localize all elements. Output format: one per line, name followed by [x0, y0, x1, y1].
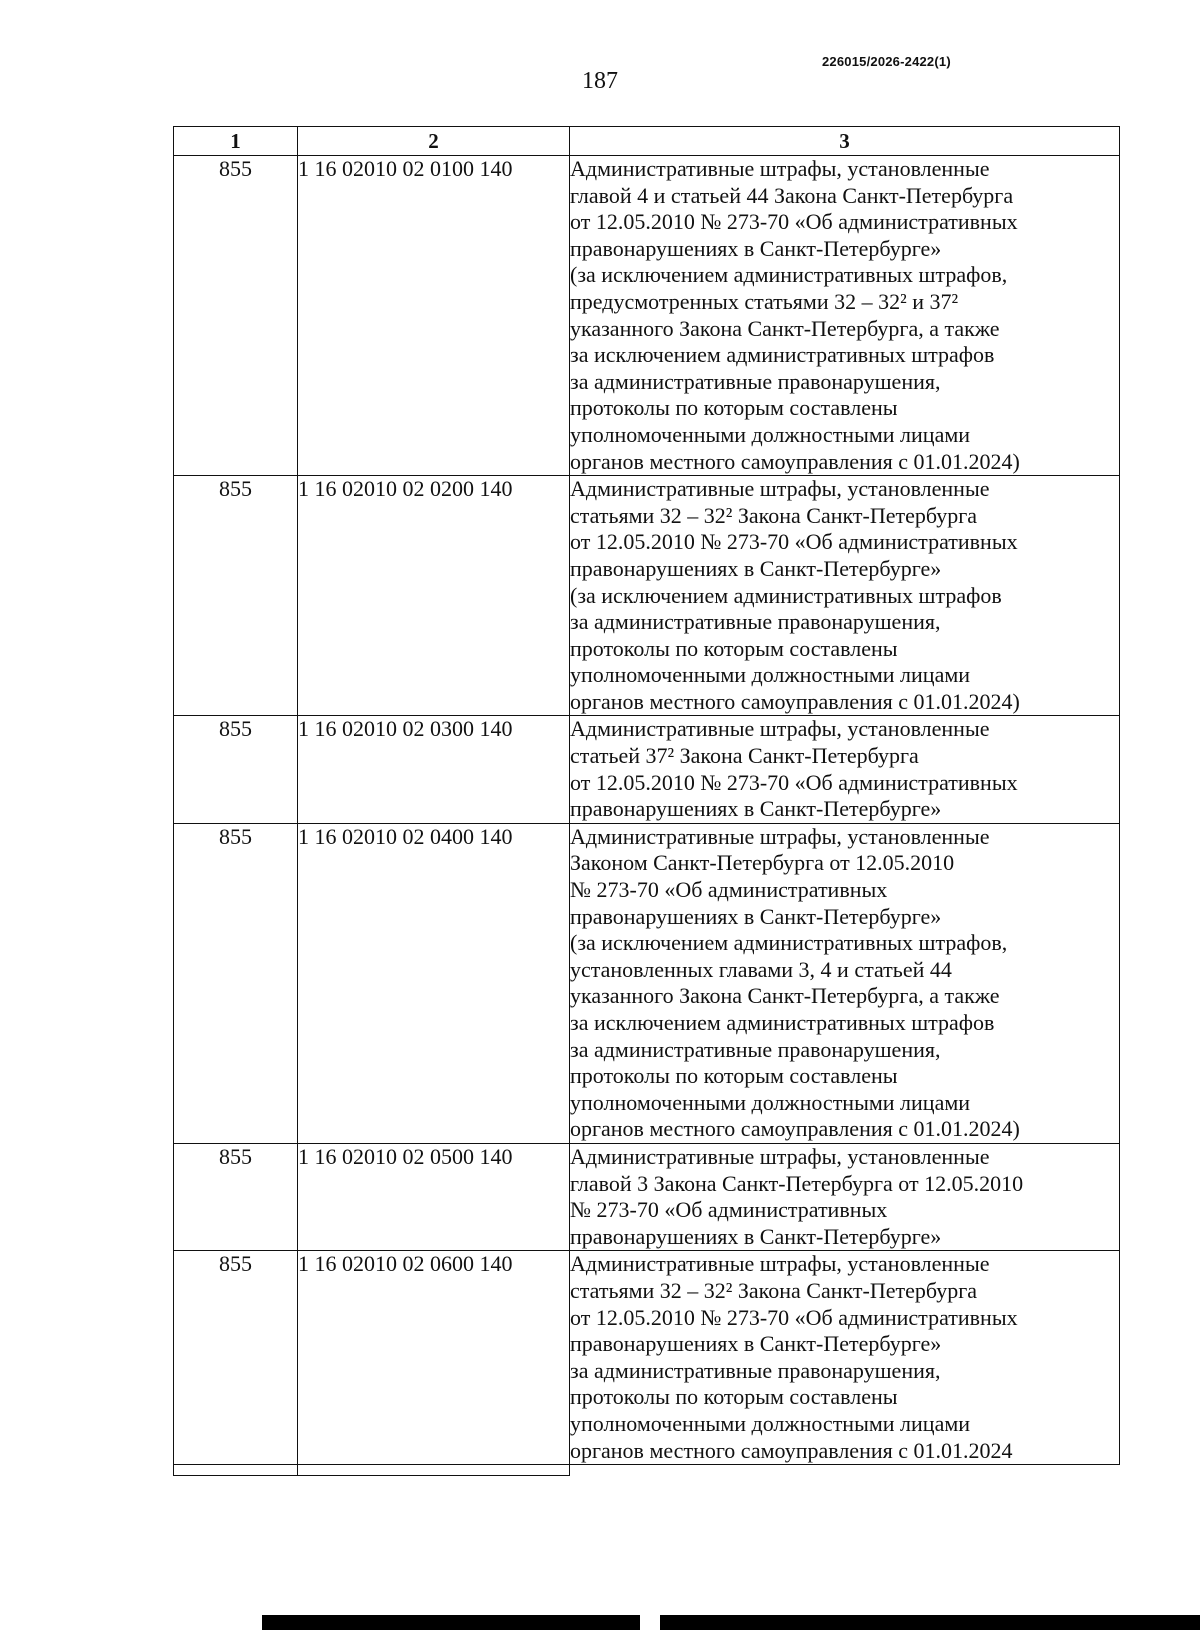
table-row: [174, 823, 1120, 1143]
revenue-name-line: органов местного самоуправления с 01.01.2024): [570, 1116, 1020, 1142]
revenue-name-line: (за исключением административных штрафов,: [570, 262, 1008, 288]
admin-code-cell: 855: [174, 716, 298, 823]
revenue-name-line: статьями 32 – 32² Закона Санкт-Петербурга: [570, 502, 978, 528]
revenue-name-line: органов местного самоуправления с 01.01.2024): [570, 448, 1020, 474]
revenue-name-line: статьями 32 – 32² Закона Санкт-Петербурга: [570, 1277, 978, 1303]
revenue-name-line: правонарушениях в Санкт-Петербурге»: [570, 1223, 942, 1249]
revenue-name-cell: [570, 716, 1120, 823]
revenue-name-line: за исключением административных штрафов: [570, 342, 995, 368]
revenue-name-line: протоколы по которым составлены: [570, 395, 898, 421]
revenue-name-line: протоколы по которым составлены: [570, 1384, 898, 1410]
revenue-name-cell: [570, 476, 1120, 716]
kbk-code-cell: 1 16 02010 02 0200 140: [298, 476, 570, 716]
column-header-1: 1: [174, 127, 298, 156]
revenue-name-line: № 273-70 «Об административных: [570, 877, 888, 903]
revenue-name-line: органов местного самоуправления с 01.01.2024): [570, 688, 1020, 714]
revenue-name-line: за административные правонарушения,: [570, 609, 941, 635]
revenue-name-line: указанного Закона Санкт-Петербурга, а также: [570, 983, 1000, 1009]
table-bottom-strip: [174, 1465, 1120, 1476]
table-row: [174, 156, 1120, 476]
kbk-code-cell: 1 16 02010 02 0400 140: [298, 823, 570, 1143]
revenue-name-line: (за исключением административных штрафов: [570, 582, 1002, 608]
empty-cell: [570, 1465, 1120, 1476]
revenue-name-line: от 12.05.2010 № 273-70 «Об административных: [570, 769, 1018, 795]
revenue-name-line: Административные штрафы, установленные: [570, 716, 990, 742]
revenue-name-line: № 273-70 «Об административных: [570, 1197, 888, 1223]
revenue-name-line: от 12.05.2010 № 273-70 «Об административных: [570, 1304, 1018, 1330]
revenue-name-line: правонарушениях в Санкт-Петербурге»: [570, 796, 942, 822]
scan-edge-bar: [262, 1615, 1200, 1630]
revenue-name-line: главой 4 и статьей 44 Закона Санкт-Петербурга: [570, 182, 1014, 208]
admin-code-cell: 855: [174, 1143, 298, 1250]
table-body: [174, 156, 1120, 1476]
revenue-name-line: правонарушениях в Санкт-Петербурге»: [570, 555, 942, 581]
revenue-name-line: установленных главами 3, 4 и статьей 44: [570, 956, 952, 982]
table-header-row: [174, 127, 1120, 156]
revenue-name-line: указанного Закона Санкт-Петербурга, а также: [570, 315, 1000, 341]
table-row: [174, 716, 1120, 823]
revenue-name-cell: [570, 156, 1120, 476]
revenue-name-line: за административные правонарушения,: [570, 1036, 941, 1062]
revenue-name-line: Административные штрафы, установленные: [570, 1251, 990, 1277]
revenue-name-line: правонарушениях в Санкт-Петербурге»: [570, 235, 942, 261]
kbk-code-cell: 1 16 02010 02 0600 140: [298, 1251, 570, 1465]
revenue-name-line: Административные штрафы, установленные: [570, 823, 990, 849]
revenue-name-line: от 12.05.2010 № 273-70 «Об административных: [570, 209, 1018, 235]
revenue-name-line: правонарушениях в Санкт-Петербурге»: [570, 903, 942, 929]
revenue-name-line: за административные правонарушения,: [570, 1357, 941, 1383]
kbk-code-cell: 1 16 02010 02 0500 140: [298, 1143, 570, 1250]
page-number: 187: [582, 68, 618, 94]
revenue-name-line: протоколы по которым составлены: [570, 635, 898, 661]
revenue-name-line: от 12.05.2010 № 273-70 «Об административных: [570, 529, 1018, 555]
admin-code-cell: 855: [174, 1251, 298, 1465]
revenue-name-line: протоколы по которым составлены: [570, 1063, 898, 1089]
revenue-name-line: статьей 37² Закона Санкт-Петербурга: [570, 743, 919, 769]
document-id: 226015/2026-2422(1): [822, 54, 951, 69]
empty-cell: [174, 1465, 298, 1476]
admin-code-cell: 855: [174, 476, 298, 716]
revenue-name-line: органов местного самоуправления с 01.01.2024: [570, 1437, 1013, 1463]
revenue-name-line: предусмотренных статьями 32 – 32² и 37²: [570, 288, 959, 314]
revenue-name-line: за исключением административных штрафов: [570, 1010, 995, 1035]
admin-code-cell: 855: [174, 156, 298, 476]
column-header-3: 3: [570, 127, 1120, 156]
revenue-name-line: Административные штрафы, установленные: [570, 156, 990, 181]
revenue-name-line: уполномоченными должностными лицами: [570, 1089, 971, 1115]
admin-code-cell: 855: [174, 823, 298, 1143]
revenue-name-line: главой 3 Закона Санкт-Петербурга от 12.05.2010: [570, 1170, 1024, 1196]
scan-edge-gap: [640, 1615, 660, 1630]
kbk-code-cell: 1 16 02010 02 0100 140: [298, 156, 570, 476]
revenue-name-line: Законом Санкт-Петербурга от 12.05.2010: [570, 850, 955, 876]
table-row: [174, 1251, 1120, 1465]
table-row: [174, 1143, 1120, 1250]
revenue-name-line: Административные штрафы, установленные: [570, 476, 990, 502]
revenue-name-cell: [570, 823, 1120, 1143]
revenue-name-line: уполномоченными должностными лицами: [570, 421, 971, 447]
revenue-name-cell: [570, 1143, 1120, 1250]
budget-classification-table: [173, 126, 1120, 1476]
revenue-name-line: правонарушениях в Санкт-Петербурге»: [570, 1331, 942, 1357]
empty-cell: [298, 1465, 570, 1476]
revenue-name-line: уполномоченными должностными лицами: [570, 1410, 971, 1436]
revenue-name-line: уполномоченными должностными лицами: [570, 662, 971, 688]
table-row: [174, 476, 1120, 716]
revenue-name-line: (за исключением административных штрафов,: [570, 930, 1008, 956]
revenue-name-line: за административные правонарушения,: [570, 368, 941, 394]
revenue-name-cell: [570, 1251, 1120, 1465]
column-header-2: 2: [298, 127, 570, 156]
kbk-code-cell: 1 16 02010 02 0300 140: [298, 716, 570, 823]
revenue-name-line: Административные штрафы, установленные: [570, 1143, 990, 1169]
